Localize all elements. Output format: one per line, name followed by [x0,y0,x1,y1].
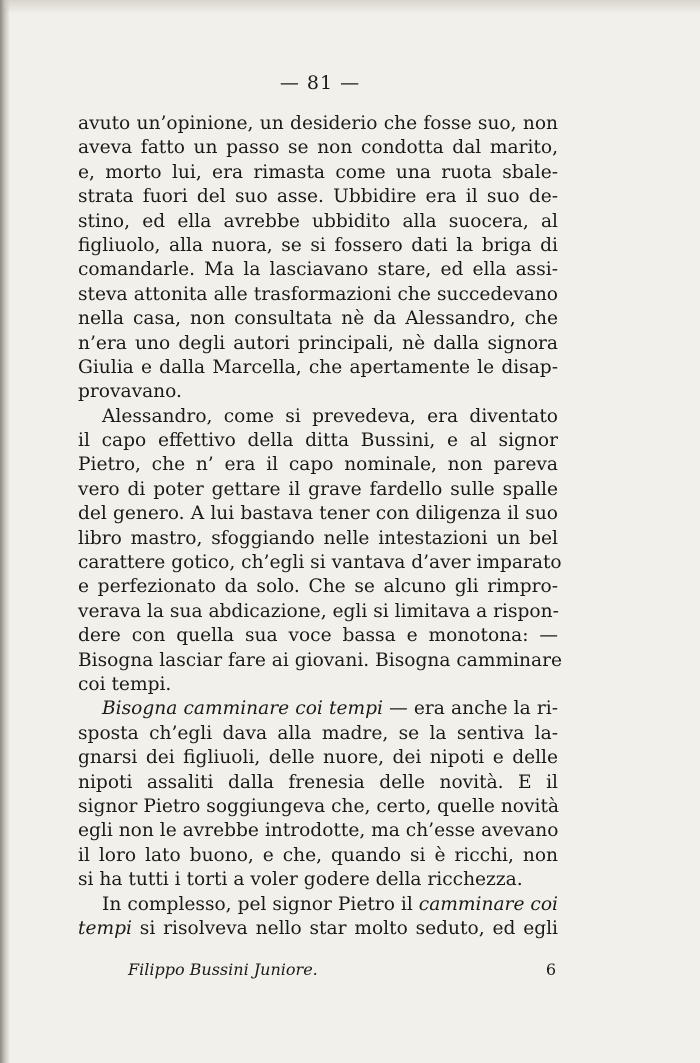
text-line: vero di poter gettare il grave fardello sulle spalle [78,478,558,500]
text-line: aveva fatto un passo se non condotta dal marito, [78,137,558,159]
text-line: si ha tutti i torti a voler godere della ricchezza. [78,869,523,891]
text-line: il loro lato buono, e che, quando si è ricchi, non [78,844,558,866]
text-line: avuto un’opinione, un desiderio che fosse suo, non [78,113,558,134]
text-line: Pietro, che n’ era il capo nominale, non pareva [78,454,558,476]
text-line: steva attonita alle trasformazioni che succedevano [78,283,558,305]
text-line: nipoti assaliti dalla frenesia delle novità. E il [78,771,558,793]
italic-phrase: camminare coi [418,893,558,915]
text-line: Alessandro, come si prevedeva, era diventato [102,405,558,427]
text-line: Bisogna lasciar fare ai giovani. Bisogna camminare [78,649,563,671]
text-line: carattere gotico, ch’egli si vantava d’aver imparato [78,552,562,574]
body-text [78,112,563,941]
text-line: signor Pietro soggiungeva che, certo, quelle novità [78,795,560,817]
page-binding-edge [0,0,10,1063]
text-line: comandarle. Ma la lasciavano stare, ed ella assi- [78,259,558,281]
text-line: provavano. [78,381,182,403]
text-line: dere con quella sua voce bassa e monotona: — [78,625,558,647]
text-line: gnarsi dei figliuoli, delle nuore, dei nipoti e delle [78,747,558,769]
text-line: egli non le avrebbe introdotte, ma ch’esse avevano [78,820,559,842]
italic-phrase: Bisogna camminare coi tempi [102,698,383,720]
text-line: il capo effettivo della ditta Bussini, e al signor [78,430,558,452]
footer-book-title: Filippo Bussini Juniore. [128,960,318,979]
text-line: verava la sua abdicazione, egli si limitava a rispon- [78,600,559,622]
italic-phrase: tempi [78,917,132,939]
text-line: libro mastro, sfoggiando nelle intestazioni un bel [78,527,558,549]
text-line: del genero. A lui bastava tener con diligenza il suo [78,503,558,525]
footer-signature-mark: 6 [545,960,556,979]
text-line: Bisogna camminare coi tempi — era anche la ri- [102,698,558,720]
page-top-shading [0,0,700,14]
page-footer [128,960,556,982]
text-line: strata fuori del suo asse. Ubbidire era il suo de- [78,186,558,208]
text-line: e perfezionato da solo. Che se alcuno gli rimpro- [78,576,558,598]
text-line: figliuolo, alla nuora, se si fossero dati la briga di [78,234,558,256]
text-line: nella casa, non consultata nè da Alessandro, che [78,308,558,330]
page-number: — 81 — [279,72,361,94]
text-line: In complesso, pel signor Pietro il camminare coi [102,893,558,915]
text-line: coi tempi. [78,673,172,695]
text-line: tempi si risolveva nello star molto seduto, ed egli [78,917,558,939]
text-line: Giulia e dalla Marcella, che apertamente le disap- [78,356,558,378]
text-line: sposta ch’egli dava alla madre, se la sentiva la- [78,722,558,744]
text-line: e, morto lui, era rimasta come una ruota sbale- [78,161,558,183]
text-line: n’era uno degli autori principali, nè dalla signora [78,332,558,354]
text-line: stino, ed ella avrebbe ubbidito alla suocera, al [78,210,558,232]
